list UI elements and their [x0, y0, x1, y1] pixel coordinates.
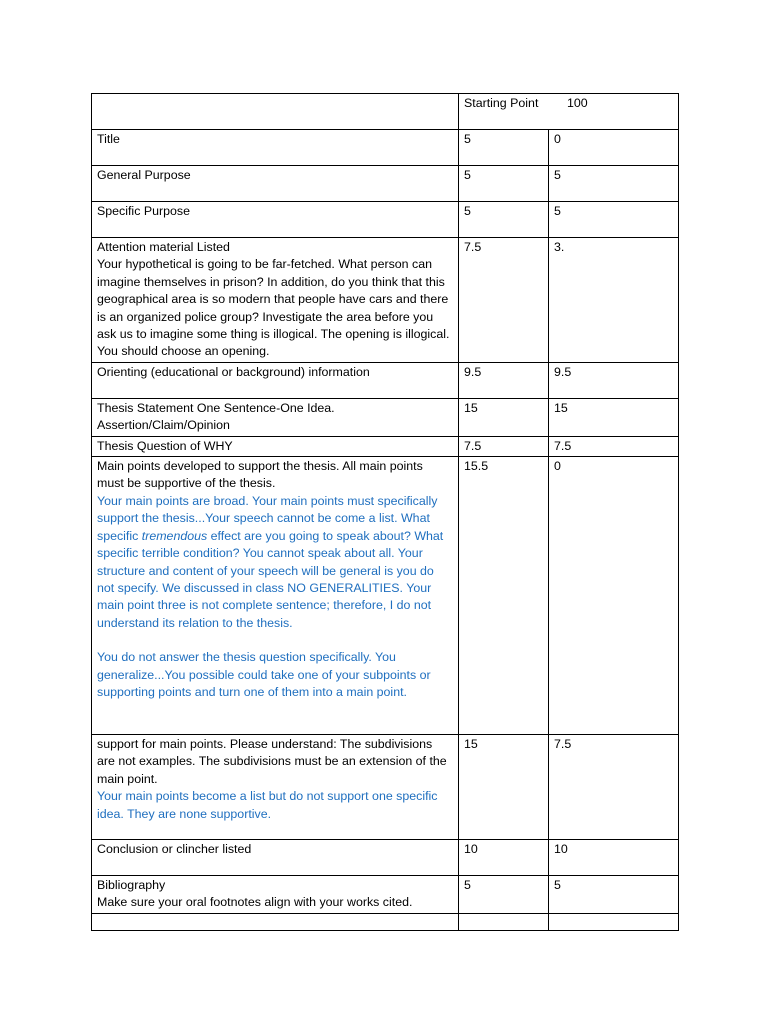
- points-earned: 10: [549, 840, 679, 876]
- points-possible: 5: [459, 876, 549, 914]
- points-possible: 5: [459, 166, 549, 202]
- points-possible: 5: [459, 202, 549, 238]
- table-row-specific-purpose: [92, 202, 679, 238]
- instructor-comment: Make sure your oral footnotes align with your works cited.: [97, 895, 413, 910]
- empty-cell: [549, 913, 679, 930]
- points-earned: 9.5: [549, 362, 679, 398]
- paragraph-gap: [97, 632, 453, 649]
- instructor-comment: Your main points become a list but do not support one specific idea. They are none supportive.: [97, 789, 438, 821]
- criterion-cell: [92, 398, 459, 436]
- criterion-label: support for main points. Please understand: The subdivisions are not examples. The subdivisions must be an extension of the main point.: [97, 737, 447, 786]
- table-row-main-points: [92, 457, 679, 735]
- criterion-label: General Purpose: [92, 166, 459, 202]
- table-row-title: [92, 130, 679, 166]
- starting-point-cell: [459, 94, 679, 130]
- criterion-label: Thesis Question of WHY: [92, 436, 459, 456]
- criterion-sublabel: Assertion/Claim/Opinion: [97, 418, 230, 433]
- points-earned: 5: [549, 166, 679, 202]
- starting-point-label: Starting Point: [464, 96, 539, 110]
- criterion-label: Specific Purpose: [92, 202, 459, 238]
- points-earned: 0: [549, 457, 679, 735]
- table-row-thesis-statement: [92, 398, 679, 436]
- criterion-cell: [92, 876, 459, 914]
- header-empty-cell: [92, 94, 459, 130]
- criterion-label: Thesis Statement One Sentence-One Idea.: [97, 400, 335, 415]
- points-possible: 15.5: [459, 457, 549, 735]
- table-row-empty: [92, 913, 679, 930]
- points-possible: 9.5: [459, 362, 549, 398]
- points-possible: 15: [459, 735, 549, 840]
- empty-cell: [92, 913, 459, 930]
- table-row-attention: [92, 238, 679, 363]
- criterion-cell: [92, 457, 459, 735]
- starting-point-value: 100: [567, 96, 588, 110]
- points-possible: 7.5: [459, 238, 549, 363]
- criterion-label: Orienting (educational or background) information: [92, 362, 459, 398]
- instructor-comment: You do not answer the thesis question specifically. You generalize...You possible could take one of your subpoints or supporting points and turn one of them into a main point.: [97, 650, 431, 699]
- comment-emphasis: tremendous: [141, 528, 208, 543]
- criterion-label: Title: [92, 130, 459, 166]
- header-row: [92, 94, 679, 130]
- table-row-conclusion: [92, 840, 679, 876]
- comment-text: effect are you going to speak about? What specific terrible condition? You cannot speak about all. Your structure and content of your speech will be general is you do not specify. We discussed in class NO GENERALITIES. Your main point three is not complete sentence; therefore, I do not understand its relation to the thesis.: [97, 528, 444, 630]
- criterion-label: Conclusion or clincher listed: [92, 840, 459, 876]
- table-row-bibliography: [92, 876, 679, 914]
- criterion-cell: [92, 238, 459, 363]
- table-row-general-purpose: [92, 166, 679, 202]
- table-row-support: [92, 735, 679, 840]
- points-earned: 7.5: [549, 436, 679, 456]
- points-earned: 7.5: [549, 735, 679, 840]
- points-possible: 15: [459, 398, 549, 436]
- points-possible: 5: [459, 130, 549, 166]
- table-row-orienting: [92, 362, 679, 398]
- criterion-cell: [92, 735, 459, 840]
- instructor-comment: Your hypothetical is going to be far-fetched. What person can imagine themselves in prison? In addition, do you think that this geographical area is so modern that people have cars and there is an organized police group? Investigate the area before you ask us to imagine some thing is illogical. The opening is illogical. You should choose an opening.: [97, 257, 450, 359]
- points-possible: 7.5: [459, 436, 549, 456]
- criterion-label: Main points developed to support the thesis. All main points must be supportive of the thesis.: [97, 459, 423, 491]
- points-earned: 0: [549, 130, 679, 166]
- criterion-label: Attention material Listed: [97, 240, 230, 254]
- criterion-label: Bibliography: [97, 878, 166, 893]
- points-earned: 5: [549, 876, 679, 914]
- instructor-comment: [97, 493, 453, 632]
- comment-text: Your main points are broad. Your main points must specifically support the thesis...Your speech cannot be come a list. What specific: [97, 493, 438, 543]
- table-row-thesis-question: [92, 436, 679, 456]
- points-earned: 5: [549, 202, 679, 238]
- points-earned: 15: [549, 398, 679, 436]
- points-earned: 3.: [549, 238, 679, 363]
- points-possible: 10: [459, 840, 549, 876]
- grading-rubric-table: [91, 93, 679, 931]
- empty-cell: [459, 913, 549, 930]
